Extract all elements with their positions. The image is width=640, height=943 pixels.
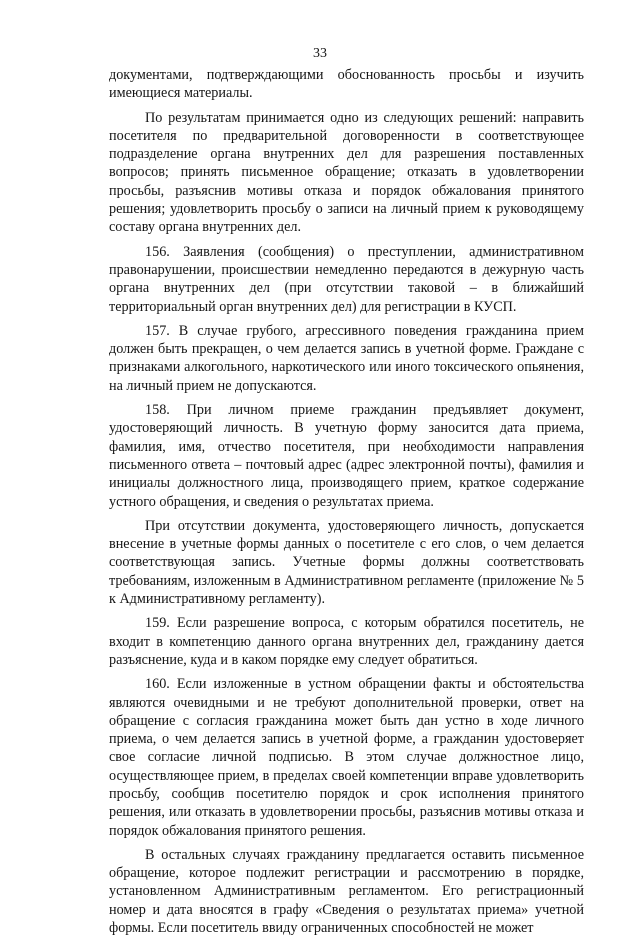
paragraph: По результатам принимается одно из следующих решений: направить посетителя по предварительной договоренности в соответствующее подразделение органа внутренних дел для разрешения поставленных вопросов; принять письменное обращение; отказать в удовлетворении просьбы, разъяснив мотивы отказа и порядок обжалования принятого решения; удовлетворить просьбу о записи на личный прием к руководящему составу органа внутренних дел.: [109, 109, 584, 236]
paragraph-160: 160. Если изложенные в устном обращении факты и обстоятельства являются очевидными и не требуют дополнительной проверки, ответ на обращение с согласия гражданина может быть дан устно в ходе личного приема, о чем делается запись в учетной форме, а гражданин удостоверяет свое согласие личной подписью. В этом случае должностное лицо, осуществляющее прием, в пределах своей компетенции вправе удовлетворить просьбу, сообщив посетителю порядок и срок исполнения принятого решения, или отказать в удовлетворении просьбы, разъяснив мотивы отказа и порядок обжалования принятого решения.: [109, 676, 584, 839]
paragraph-158: 158. При личном приеме гражданин предъявляет документ, удостоверяющий личность. В учетную форму заносится дата приема, фамилия, имя, отчество посетителя, при необходимости направления письменного ответа – почтовый адрес (адрес электронной почты), фамилия и инициалы должностного лица, производящего прием, краткое содержание устного обращения, и сведения о результатах приема.: [109, 402, 584, 510]
paragraph-159: 159. Если разрешение вопроса, с которым обратился посетитель, не входит в компетенцию данного органа внутренних дел, гражданину дается разъяснение, куда и в каком порядке ему следует обратиться.: [109, 615, 584, 668]
paragraph-157: 157. В случае грубого, агрессивного поведения гражданина прием должен быть прекращен, о чем делается запись в учетной форме. Граждане с признаками алкогольного, наркотического или иного токсического опьянения, на личный прием не допускаются.: [109, 322, 584, 394]
paragraph-156: 156. Заявления (сообщения) о преступлении, административном правонарушении, происшествии немедленно передаются в дежурную часть органа внутренних дел (при отсутствии таковой – в ближайший территориальный орган внутренних дел) для регистрации в КУСП.: [109, 243, 584, 315]
paragraph: документами, подтверждающими обоснованность просьбы и изучить имеющиеся материалы.: [109, 67, 584, 102]
paragraph: В остальных случаях гражданину предлагается оставить письменное обращение, которое подлежит регистрации и рассмотрению в порядке, установленном Административным регламентом. Его регистрационный номер и дата вносятся в графу «Сведения о результатах приема» учетной формы. Если посетитель ввиду ограниченных способностей не может: [109, 846, 584, 937]
body-text: [109, 66, 584, 943]
page-number: 33: [313, 46, 327, 61]
paragraph: При отсутствии документа, удостоверяющего личность, допускается внесение в учетные формы данных о посетителе с его слов, о чем делается соответствующая запись. Учетные формы должны соответствовать требованиям, изложенным в Административном регламенте (приложение № 5 к Административному регламенту).: [109, 517, 584, 608]
